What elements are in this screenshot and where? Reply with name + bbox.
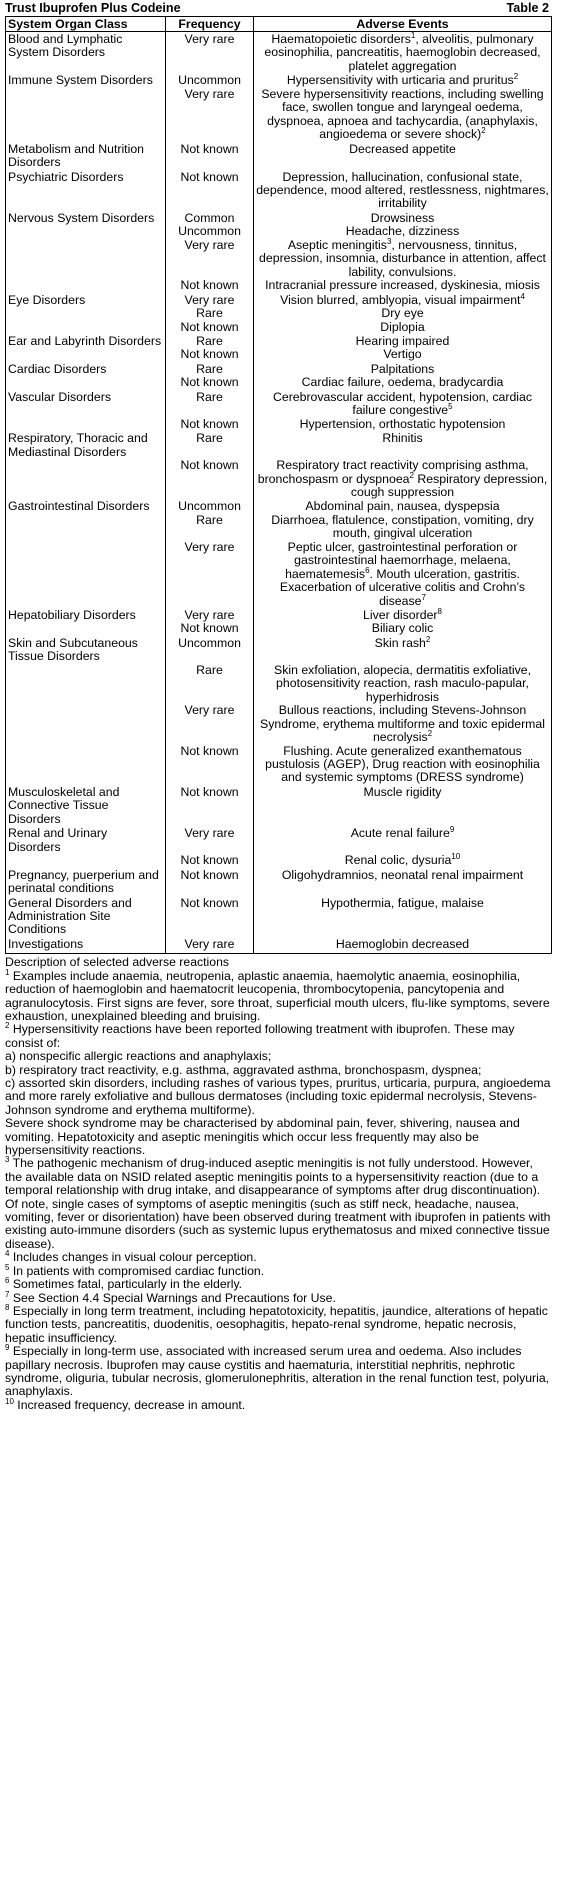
text-fragment: Intracranial pressure increased, dyskinesia, miosis: [265, 278, 540, 293]
system-organ-class-empty: [6, 514, 166, 541]
text-fragment: . Mouth ulceration, gastritis. Exacerbation of ulcerative colitis and Crohn’s disease: [279, 566, 526, 608]
frequency-cell: Not known: [166, 279, 254, 292]
footnote: [5, 1023, 551, 1050]
table-row: [6, 279, 552, 292]
text-fragment: Hypersensitivity with urticaria and pruritus: [286, 73, 514, 88]
text-fragment: Acute renal failure: [350, 826, 450, 841]
text-fragment: Peptic ulcer, gastrointestinal perforation or gastrointestinal haemorrhage, melaena, haematemesis: [285, 539, 518, 581]
frequency-cell: Rare: [166, 307, 254, 320]
system-organ-class-empty: [6, 745, 166, 785]
system-organ-class-empty: [6, 279, 166, 292]
system-organ-class: Renal and Urinary Disorders: [6, 826, 166, 854]
text-fragment: Especially in long-term use, associated with increased serum urea and oedema. Also includes papillary necrosis. Ibuprofen may cause cystitis and haematuria, interstitial nephritis, nephrotic syndrome, oliguria, tubular necrosis, glomerulonephritis, alteration in the renal function test, polyuria, anaphylaxis.: [5, 1344, 550, 1399]
system-organ-class-empty: [6, 622, 166, 635]
adverse-events-cell: [254, 142, 552, 170]
footnote: [5, 1117, 551, 1157]
text-fragment: Examples include anaemia, neutropenia, aplastic anaemia, haemolytic anaemia, eosinophilia, reduction of haemoglobin and haematocrit leucopenia, thrombocytopenia, pancytopenia and agranulocytosis. First signs are fever, sore throat, superficial mouth ulcers, flu-like symptoms, severe exhaustion, unexplained bleeding and bruising.: [5, 968, 550, 1023]
footnote-ref: 1: [410, 30, 416, 40]
adverse-events-cell: [254, 170, 552, 211]
footnote-ref: 5: [448, 402, 453, 412]
system-organ-class-empty: [6, 459, 166, 499]
frequency-cell: Rare: [166, 390, 254, 418]
table-row: [6, 704, 552, 744]
footnote-ref: 4: [5, 1249, 10, 1259]
adverse-events-cell: [254, 236, 552, 279]
frequency-cell: Very rare: [166, 937, 254, 954]
table-row: [6, 362, 552, 376]
text-fragment: Respiratory tract reactivity comprising asthma, bronchospasm or dyspnoea: [257, 458, 529, 486]
column-header-row: [6, 17, 552, 32]
table-row: [6, 293, 552, 307]
table-row: [6, 459, 552, 499]
system-organ-class: General Disorders and Administration Site Conditions: [6, 896, 166, 937]
system-organ-class-empty: [6, 541, 166, 608]
frequency-cell: Not known: [166, 896, 254, 937]
system-organ-class: Cardiac Disorders: [6, 362, 166, 376]
table-row: [6, 664, 552, 704]
table-row: [6, 514, 552, 541]
table-row: [6, 541, 552, 608]
adverse-events-cell: [254, 32, 552, 74]
table-row: [6, 896, 552, 937]
frequency-cell: Very rare: [166, 704, 254, 744]
table-row: [6, 88, 552, 142]
frequency-cell: Not known: [166, 785, 254, 826]
text-fragment: Skin exfoliation, alopecia, dermatitis exfoliative, photosensitivity reaction, rash maculo-papular, hyperhidrosis: [274, 662, 531, 704]
footnote: [5, 1396, 551, 1412]
adverse-events-cell: [254, 636, 552, 664]
adverse-events-cell: [254, 431, 552, 459]
footnote-ref: 10: [451, 852, 461, 862]
text-fragment: Hypersensitivity reactions have been reported following treatment with ibuprofen. These may consist of:: [5, 1022, 515, 1050]
system-organ-class: Respiratory, Thoracic and Mediastinal Disorders: [6, 431, 166, 459]
system-organ-class: Nervous System Disorders: [6, 211, 166, 225]
text-fragment: Depression, hallucination, confusional state, dependence, mood altered, restlessness, nightmares, irritability: [256, 169, 549, 211]
system-organ-class-empty: [6, 376, 166, 389]
adverse-events-cell: [254, 307, 552, 320]
adverse-events-cell: [254, 514, 552, 541]
text-fragment: In patients with compromised cardiac function.: [9, 1263, 265, 1278]
text-fragment: Renal colic, dysuria: [344, 853, 452, 868]
table-row: [6, 431, 552, 459]
system-organ-class: Skin and Subcutaneous Tissue Disorders: [6, 636, 166, 664]
table-row: [6, 376, 552, 389]
adverse-events-cell: [254, 622, 552, 635]
frequency-cell: Common: [166, 211, 254, 225]
frequency-cell: Rare: [166, 664, 254, 704]
system-organ-class: Hepatobiliary Disorders: [6, 608, 166, 622]
footnote: [5, 1289, 551, 1305]
system-organ-class: Musculoskeletal and Connective Tissue Disorders: [6, 785, 166, 826]
text-fragment: Severe hypersensitivity reactions, including swelling face, swollen tongue and laryngeal oedema, dyspnoea, apnoea and tachycardia, (anaphylaxis, angioedema or severe shock): [261, 86, 544, 142]
frequency-cell: Not known: [166, 745, 254, 785]
adverse-events-cell: [254, 499, 552, 513]
adverse-events-cell: [254, 73, 552, 87]
frequency-cell: Very rare: [166, 541, 254, 608]
adverse-events-table: [5, 16, 552, 954]
adverse-events-cell: [254, 854, 552, 867]
frequency-cell: Uncommon: [166, 225, 254, 238]
adverse-events-cell: [254, 785, 552, 826]
table-row: [6, 868, 552, 896]
frequency-cell: Very rare: [166, 88, 254, 142]
text-fragment: Flushing. Acute generalized exanthematous pustulosis (AGEP), Drug reaction with eosinophilia and systemic symptoms (DRESS syndrome): [265, 743, 540, 785]
footnote-ref: 2: [427, 729, 433, 739]
footnote-ref: 7: [421, 592, 426, 602]
column-header-events: Adverse Events: [254, 17, 552, 32]
adverse-events-cell: [254, 826, 552, 854]
table-row: [6, 170, 552, 211]
footnote: [5, 1302, 551, 1345]
text-fragment: Respiratory depression, cough suppression: [350, 471, 548, 499]
frequency-cell: Not known: [166, 142, 254, 170]
adverse-events-cell: [254, 321, 552, 334]
text-fragment: Abdominal pain, nausea, dyspepsia: [305, 499, 500, 514]
text-fragment: Cerebrovascular accident, hypotension, cardiac failure congestive: [272, 389, 533, 418]
text-fragment: Haemoglobin decreased: [335, 936, 470, 951]
frequency-cell: Rare: [166, 514, 254, 541]
adverse-events-cell: [254, 88, 552, 142]
footnote-ref: 2: [409, 470, 414, 480]
frequency-cell: Not known: [166, 459, 254, 499]
adverse-events-cell: [254, 896, 552, 937]
footnote: [5, 1345, 551, 1399]
footnote-ref: 2: [425, 634, 431, 644]
adverse-events-cell: [254, 745, 552, 785]
system-organ-class-empty: [6, 239, 166, 279]
system-organ-class-empty: [6, 321, 166, 334]
system-organ-class: Immune System Disorders: [6, 73, 166, 87]
frequency-cell: Very rare: [166, 293, 254, 307]
text-fragment: Hypertension, orthostatic hypotension: [299, 416, 506, 431]
text-fragment: Headache, dizziness: [345, 224, 460, 239]
system-organ-class-empty: [6, 225, 166, 238]
footnote-ref: 1: [5, 967, 10, 977]
table-row: [6, 785, 552, 826]
system-organ-class-empty: [6, 664, 166, 704]
adverse-events-cell: [254, 704, 552, 744]
system-organ-class-empty: [6, 418, 166, 431]
table-row: [6, 622, 552, 635]
footnote-ref: 10: [5, 1396, 14, 1406]
text-fragment: b) respiratory tract reactivity, e.g. asthma, aggravated asthma, bronchospasm, dyspnea;: [5, 1062, 482, 1077]
table-row: [6, 745, 552, 785]
system-organ-class: Psychiatric Disorders: [6, 170, 166, 211]
text-fragment: Aseptic meningitis: [287, 237, 387, 252]
footnote-ref: 9: [5, 1343, 10, 1353]
text-fragment: Includes changes in visual colour perception.: [9, 1250, 257, 1265]
frequency-cell: Uncommon: [166, 636, 254, 664]
adverse-events-cell: [254, 608, 552, 622]
frequency-cell: Not known: [166, 622, 254, 635]
system-organ-class-empty: [6, 854, 166, 867]
document-title: Trust Ibuprofen Plus Codeine: [5, 1, 181, 15]
adverse-events-cell: [254, 348, 552, 361]
frequency-cell: Very rare: [166, 608, 254, 622]
footnote-ref: 9: [449, 825, 455, 835]
frequency-cell: Not known: [166, 170, 254, 211]
text-fragment: Muscle rigidity: [363, 784, 442, 799]
table-row: [6, 321, 552, 334]
table-row: [6, 499, 552, 513]
document: [5, 0, 551, 1412]
system-organ-class-empty: [6, 348, 166, 361]
footnote: [5, 1064, 551, 1077]
text-fragment: Cardiac failure, oedema, bradycardia: [301, 375, 504, 390]
footnote: [5, 1077, 551, 1117]
adverse-events-cell: [254, 459, 552, 499]
frequency-cell: Uncommon: [166, 499, 254, 513]
text-fragment: a) nonspecific allergic reactions and anaphylaxis;: [5, 1049, 272, 1064]
footnote-ref: 3: [386, 236, 392, 246]
system-organ-class: Eye Disorders: [6, 293, 166, 307]
text-fragment: Palpitations: [370, 361, 435, 376]
table-row: [6, 73, 552, 87]
text-fragment: Sometimes fatal, particularly in the elderly.: [9, 1277, 243, 1292]
footnote-ref: 6: [5, 1276, 10, 1286]
footnote-ref: 2: [5, 1021, 10, 1031]
text-fragment: Severe shock syndrome may be characterised by abdominal pain, fever, shivering, nausea and vomiting. Hepatotoxicity and aseptic meningitis which occur less frequently may also be hypersensitivity reactions.: [5, 1116, 520, 1158]
adverse-events-cell: [254, 293, 552, 307]
system-organ-class: Metabolism and Nutrition Disorders: [6, 142, 166, 170]
table-row: [6, 854, 552, 867]
frequency-cell: Rare: [166, 334, 254, 348]
frequency-cell: Not known: [166, 348, 254, 361]
adverse-events-cell: [254, 376, 552, 389]
adverse-events-cell: [254, 211, 552, 225]
adverse-events-cell: [254, 541, 552, 608]
table-body: [6, 32, 552, 954]
text-fragment: Oligohydramnios, neonatal renal impairment: [281, 867, 524, 882]
footnote-ref: 5: [5, 1262, 10, 1272]
frequency-cell: Very rare: [166, 32, 254, 74]
text-fragment: Especially in long term treatment, including hepatotoxicity, hepatitis, jaundice, alterations of hepatic function tests, pancreatitis, duodenitis, oesophagitis, hepato-renal syndrome, hepatic necrosis, hepatic insufficiency.: [5, 1303, 548, 1345]
adverse-events-cell: [254, 334, 552, 348]
adverse-events-cell: [254, 362, 552, 376]
frequency-cell: Not known: [166, 854, 254, 867]
table-row: [6, 636, 552, 664]
frequency-cell: Rare: [166, 362, 254, 376]
table-row: [6, 211, 552, 225]
footnote: [5, 1251, 551, 1264]
system-organ-class: Gastrointestinal Disorders: [6, 499, 166, 513]
system-organ-class-empty: [6, 704, 166, 744]
table-header-bar: [5, 1, 551, 16]
footnotes: [5, 954, 551, 1412]
table-row: [6, 32, 552, 74]
footnote-ref: 3: [5, 1155, 10, 1165]
footnotes-intro: Description of selected adverse reactions: [5, 955, 230, 970]
column-header-soc: System Organ Class: [6, 17, 166, 32]
text-fragment: Diplopia: [380, 319, 425, 334]
frequency-cell: Uncommon: [166, 73, 254, 87]
text-fragment: Bullous reactions, including Stevens-Johnson Syndrome, erythema multiforme and toxic epidermal necrolysis: [260, 703, 545, 745]
table-row: [6, 307, 552, 320]
text-fragment: Haematopoietic disorders: [271, 32, 411, 46]
footnote-ref: 6: [365, 565, 370, 575]
frequency-cell: Very rare: [166, 239, 254, 279]
adverse-events-cell: [254, 937, 552, 954]
table-row: [6, 142, 552, 170]
text-fragment: Increased frequency, decrease in amount.: [13, 1397, 246, 1412]
adverse-events-cell: [254, 225, 552, 238]
footnote-ref: 8: [5, 1302, 10, 1312]
text-fragment: See Section 4.4 Special Warnings and Precautions for Use.: [9, 1290, 336, 1305]
table-row: [6, 225, 552, 238]
text-fragment: Rhinitis: [382, 431, 423, 446]
frequency-cell: Rare: [166, 431, 254, 459]
footnote: [5, 1050, 551, 1063]
text-fragment: Biliary colic: [371, 621, 434, 636]
column-header-frequency: Frequency: [166, 17, 254, 32]
footnote-ref: 2: [513, 72, 519, 82]
table-row: [6, 334, 552, 348]
system-organ-class-empty: [6, 88, 166, 142]
table-label: Table 2: [506, 1, 549, 15]
frequency-cell: Not known: [166, 321, 254, 334]
adverse-events-cell: [254, 279, 552, 292]
footnote-ref: 7: [5, 1289, 10, 1299]
text-fragment: Dry eye: [381, 306, 424, 321]
text-fragment: Skin rash: [374, 635, 426, 650]
text-fragment: Vertigo: [383, 347, 422, 362]
footnote-ref: 4: [520, 291, 525, 301]
frequency-cell: Very rare: [166, 826, 254, 854]
text-fragment: The pathogenic mechanism of drug-induced aseptic meningitis is not fully understood. However, the available data on NSID related aseptic meningitis points to a hypersensitivity reaction (due to a temporal relationship with drug intake, and disappearance of symptoms after drug discontinuation). Of note, single cases of symptoms of aseptic meningitis (such as stiff neck, headache, nausea, vomiting, fever or disorientation) have been observed during treatment with ibuprofen in patients with existing auto-immune disorders (such as systemic lupus erythematosus and mixed connective tissue disease).: [5, 1156, 551, 1251]
system-organ-class: Ear and Labyrinth Disorders: [6, 334, 166, 348]
adverse-events-cell: [254, 664, 552, 704]
table-row: [6, 390, 552, 418]
text-fragment: , nervousness, tinnitus, depression, insomnia, disturbance in attention, affect lability, convulsions.: [259, 237, 546, 279]
system-organ-class: Vascular Disorders: [6, 390, 166, 418]
system-organ-class: Investigations: [6, 937, 166, 954]
table-row: [6, 826, 552, 854]
text-fragment: Vision blurred, amblyopia, visual impairment: [280, 292, 521, 307]
text-fragment: Liver disorder: [363, 608, 438, 623]
text-fragment: Hearing impaired: [355, 333, 450, 348]
adverse-events-cell: [254, 390, 552, 418]
footnote: [5, 967, 551, 1024]
system-organ-class: Pregnancy, puerperium and perinatal conditions: [6, 868, 166, 896]
adverse-events-cell: [254, 868, 552, 896]
table-row: [6, 239, 552, 279]
table-row: [6, 608, 552, 622]
system-organ-class-empty: [6, 307, 166, 320]
table-row: [6, 348, 552, 361]
footnote-ref: 2: [481, 126, 486, 136]
system-organ-class: Blood and Lymphatic System Disorders: [6, 32, 166, 74]
adverse-events-cell: [254, 418, 552, 431]
frequency-cell: Not known: [166, 376, 254, 389]
footnote: [5, 1157, 551, 1251]
footnote-ref: 8: [437, 606, 442, 616]
frequency-cell: Not known: [166, 868, 254, 896]
footnote: [5, 1278, 551, 1291]
table-row: [6, 937, 552, 954]
text-fragment: Hypothermia, fatigue, malaise: [321, 895, 484, 910]
text-fragment: Drowsiness: [370, 210, 435, 225]
text-fragment: c) assorted skin disorders, including rashes of various types, pruritus, urticaria, purpura, angioedema and more rarely exfoliative and bullous dermatoses (including toxic epidermal necrolysis, Stevens-Johnson syndrome and erythema multiforme).: [5, 1076, 551, 1117]
table-row: [6, 418, 552, 431]
frequency-cell: Not known: [166, 418, 254, 431]
text-fragment: Decreased appetite: [349, 141, 456, 156]
text-fragment: Diarrhoea, flatulence, constipation, vomiting, dry mouth, gingival ulceration: [271, 512, 534, 541]
text-fragment: , alveolitis, pulmonary eosinophilia, pancreatitis, haemoglobin decreased, platelet aggregation: [264, 32, 541, 73]
